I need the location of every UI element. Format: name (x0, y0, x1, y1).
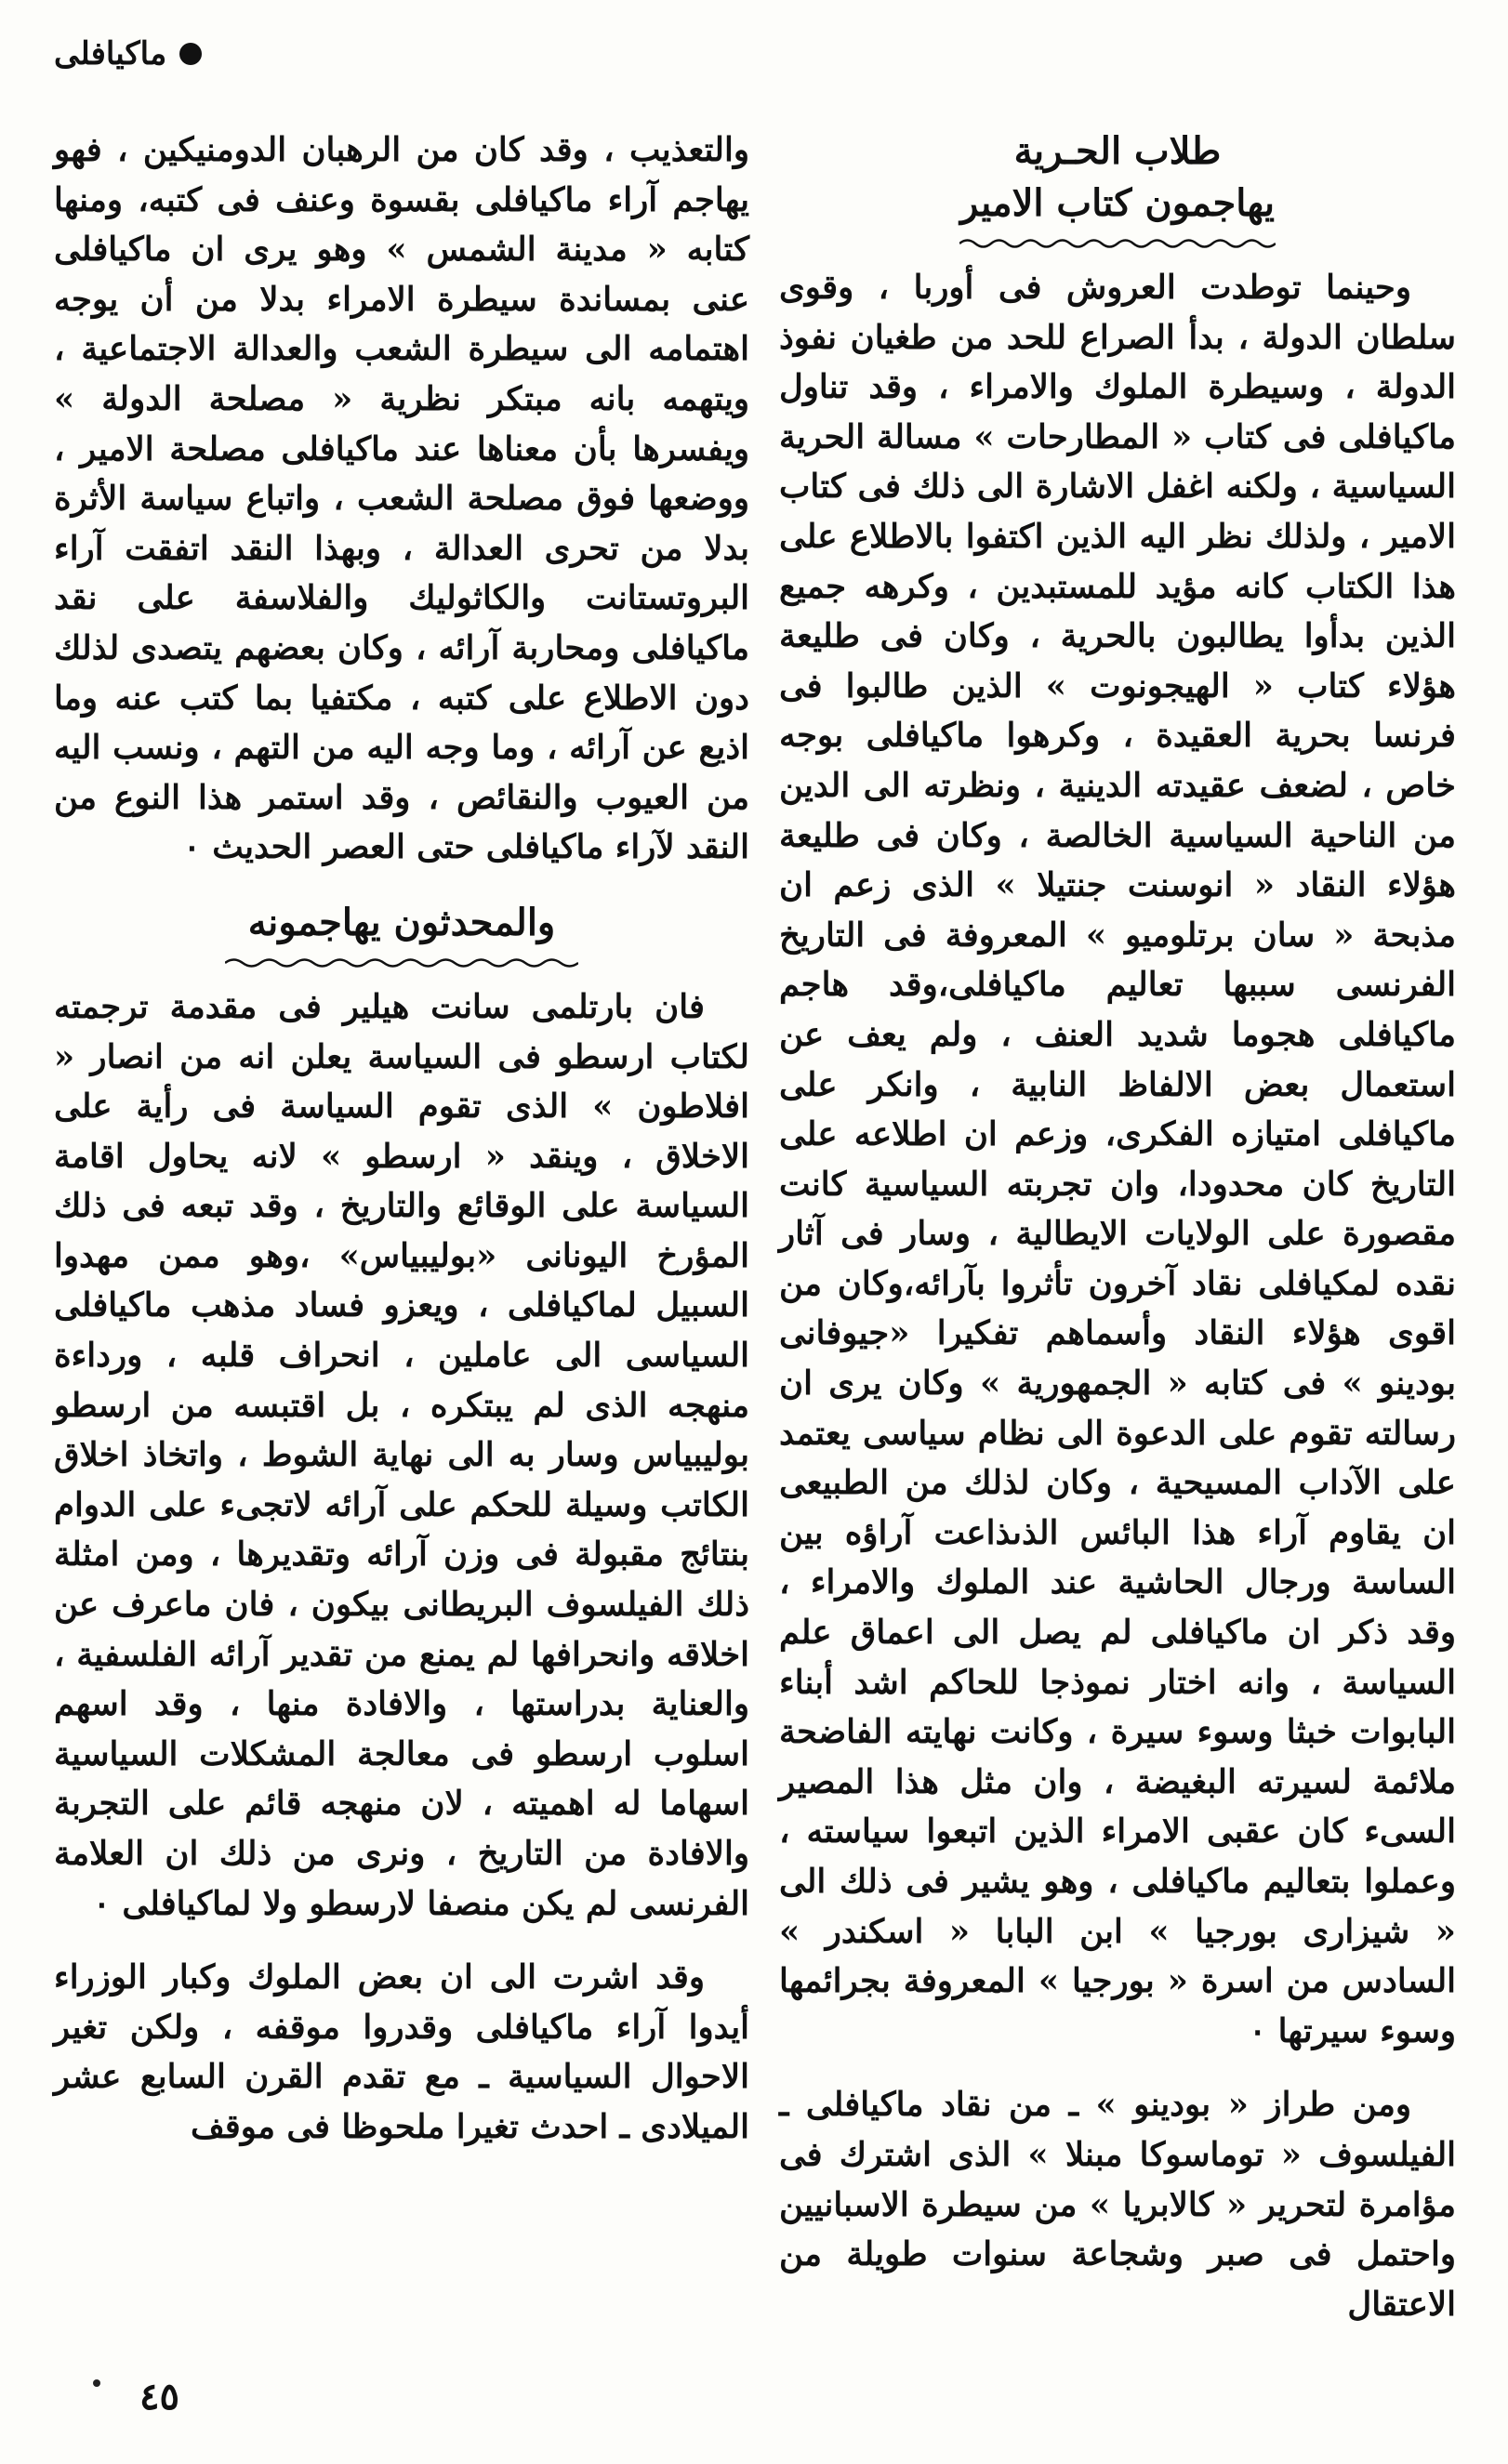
left-heading: والمحدثون يهاجمونه (247, 900, 556, 944)
right-heading-line1: طلاب الحـرية (1013, 129, 1222, 173)
bullet-icon (179, 43, 202, 65)
page-number: ٤٥ (139, 2375, 179, 2418)
stray-dot (93, 2379, 100, 2387)
right-heading-line2: يهاجمون كتاب الامير (960, 181, 1275, 225)
left-paragraph-3: وقد اشرت الى ان بعض الملوك وكبار الوزراء أيدوا آراء ماكيافلى وقدروا موقفه ، ولكن تغير الاحوال السياسية ـ مع تقدم القرن السابع عشر الميلادى ـ احدث تغيرا ملحوظا فى موقف (54, 1958, 749, 2146)
right-paragraph-1: وحينما توطدت العروش فى أوربا ، وقوى سلطان الدولة ، بدأ الصراع للحد من طغيان نفوذ الدولة ، وسيطرة الملوك والامراء ، وقد تناول ماكيافلى فى كتاب « المطارحات » مسالة الحرية السياسية ، ولكنه اغفل الاشارة الى ذلك فى كتاب الامير ، ولذلك نظر اليه الذين اكتفوا بالاطلاع على هذا الكتاب كانه مؤيد للمستبدين ، وكرهه جميع الذين بدأوا يطالبون بالحرية ، وكان فى طليعة هؤلاء كتاب « الهيجونوت » الذين طالبوا فى فرنسا بحرية العقيدة ، وكرهوا ماكيافلى بوجه خاص ، لضعف عقيدته الدينية ، ونظرته الى الدين من الناحية السياسية الخالصة ، وكان فى طليعة هؤلاء النقاد « انوسنت جنتيلا » الذى زعم ان مذبحة « سان برتلوميو » المعروفة فى التاريخ الفرنسى سببها تعاليم ماكيافلى،وقد هاجم ماكيافلى هجوما شديد العنف ، ولم يعف عن استعمال بعض الالفاظ النابية ، وانكر على ماكيافلى امتيازه الفكرى، وزعم ان اطلاعه على التاريخ كان محدودا، وان تجربته السياسية كانت مقصورة على الولايات الايطالية ، وسار فى آثار نقده لمكيافلى نقاد آخرون تأثروا بآرائه،وكان من اقوى هؤلاء النقاد وأسماهم تفكيرا «جيوفانى بودينو » فى كتابه « الجمهورية » وكان يرى ان رسالته تقوم على الدعوة الى نظام سياسى يعتمد على الآداب المسيحية ، وكان لذلك من الطبيعى ان يقاوم آراء هذا البائس الذىذاعت آراؤه بين الساسة ورجال الحاشية عند الملوك والامراء ، وقد ذكر ان ماكيافلى لم يصل الى اعماق علم السياسة ، وانه اختار نموذجا للحاكم اشد أبناء البابوات خبثا وسوء سيرة ، وكانت نهايته الفاضحة ملائمة لسيرته البغيضة ، وان مثل هذا المصير السىء كان عقبى الامراء الذين اتبعوا سياسته ، وعملوا بتعاليم ماكيافلى ، وهو يشير فى ذلك الى « شيزارى بورجيا » ابن البابا « اسكندر » السادس من اسرة « بورجيا » المعروفة بجرائمها وسوء سيرتها ٠ (779, 269, 1456, 2050)
header-title: ماكيافلى (54, 35, 167, 72)
right-paragraph-2: ومن طراز « بودينو » ـ من نقاد ماكيافلى ـ الفيلسوف « توماسوكا مبنلا » الذى اشترك فى مؤامرة لتحرير « كالابريا » من سيطرة الاسبانيين واحتمل فى صبر وشجاعة سنوات طويلة من الاعتقال (779, 2086, 1456, 2324)
right-column (779, 125, 1456, 2329)
left-column (54, 125, 749, 2153)
left-paragraph-1: والتعذيب ، وقد كان من الرهبان الدومنيكين ، فهو يهاجم آراء ماكيافلى بقسوة وعنف فى كتبه، ومنها كتابه « مدينة الشمس » وهو يرى ان ماكيافلى عنى بمساندة سيطرة الامراء بدلا من أن يوجه اهتمامه الى سيطرة الشعب والعدالة الاجتماعية ، ويتهمه بانه مبتكر نظرية « مصلحة الدولة » ويفسرها بأن معناها عند ماكيافلى مصلحة الامير ، ووضعها فوق مصلحة الشعب ، واتباع سياسة الأثرة بدلا من تحرى العدالة ، وبهذا النقد اتفقت آراء البروتستانت والكاثوليك والفلاسفة على نقد ماكيافلى ومحاربة آرائه ، وكان بعضهم يتصدى لذلك دون الاطلاع على كتبه ، مكتفيا بما كتب عنه وما اذيع عن آرائه ، وما وجه اليه من التهم ، ونسب اليه من العيوب والنقائص ، وقد استمر هذا النوع من النقد لآراء ماكيافلى حتى العصر الحديث ٠ (54, 131, 749, 867)
left-paragraph-2: فان بارتلمى سانت هيلير فى مقدمة ترجمته لكتاب ارسطو فى السياسة يعلن انه من انصار « افلاطون » الذى تقوم السياسة فى رأية على الاخلاق ، وينقد « ارسطو » لانه يحاول اقامة السياسة على الوقائع والتاريخ ، وقد تبعه فى ذلك المؤرخ اليونانى «بوليبياس» ،وهو ممن مهدوا السبيل لماكيافلى ، ويعزو فساد مذهب ماكيافلى السياسى الى عاملين ، انحراف قلبه ، ورداءة منهجه الذى لم يبتكره ، بل اقتبسه من ارسطو بوليبياس وسار به الى نهاية الشوط ، واتخاذ اخلاق الكاتب وسيلة للحكم على آرائه لاتجىء على الدوام بنتائج مقبولة فى وزن آرائه وتقديرها ، ومن امثلة ذلك الفيلسوف البريطانى بيكون ، فان ماعرف عن اخلاقه وانحرافها لم يمنع من تقدير آرائه الفلسفية ، والعناية بدراستها ، والافادة منها ، وقد اسهم اسلوب ارسطو فى معالجة المشكلات السياسية اسهاما له اهميته ، لان منهجه قائم على التجربة والافادة من التاريخ ، ونرى من ذلك ان العلامة الفرنسى لم يكن منصفا لارسطو ولا لماكيافلى ٠ (54, 987, 749, 1923)
page-header (54, 35, 202, 72)
wavy-underline-icon (225, 956, 578, 969)
wavy-underline-icon (959, 237, 1276, 250)
